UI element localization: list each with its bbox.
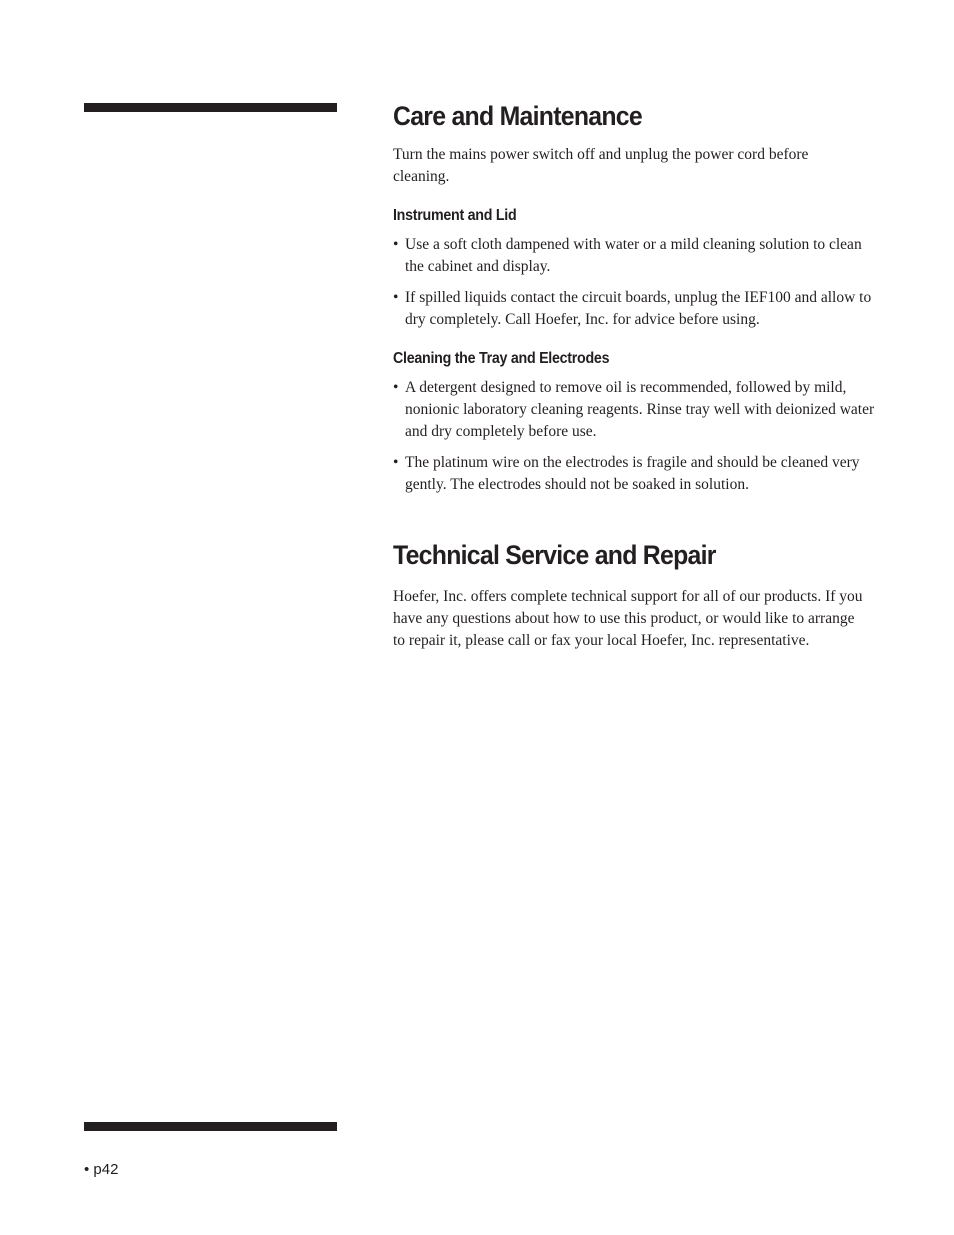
tray-electrodes-heading: Cleaning the Tray and Electrodes	[393, 350, 610, 367]
list-item: • A detergent designed to remove oil is recommended, followed by mild, nonionic laboratory cleaning reagents. Rinse tray well with deionized water and dry completely before use.	[393, 377, 875, 443]
page-number: • p42	[84, 1161, 119, 1178]
list-item: • The platinum wire on the electrodes is fragile and should be cleaned very gently. The electrodes should not be soaked in solution.	[393, 452, 875, 496]
tray-electrodes-list	[393, 377, 875, 496]
page-content	[393, 98, 883, 652]
care-maintenance-title: Care and Maintenance	[393, 101, 642, 131]
instrument-lid-heading: Instrument and Lid	[393, 207, 517, 224]
header-rule	[84, 103, 337, 112]
footer-rule	[84, 1122, 337, 1131]
technical-service-title: Technical Service and Repair	[393, 540, 716, 570]
care-intro-text: Turn the mains power switch off and unplug the power cord before cleaning.	[393, 146, 809, 185]
technical-service-text: Hoefer, Inc. offers complete technical support for all of our products. If you have any questions about how to use this product, or would like to arrange to repair it, please call or fax your local Hoefer, Inc. representative.	[393, 588, 863, 649]
instrument-lid-list	[393, 234, 875, 331]
list-item: • Use a soft cloth dampened with water or a mild cleaning solution to clean the cabinet and display.	[393, 234, 875, 278]
list-item: • If spilled liquids contact the circuit boards, unplug the IEF100 and allow to dry completely. Call Hoefer, Inc. for advice before using.	[393, 287, 875, 331]
